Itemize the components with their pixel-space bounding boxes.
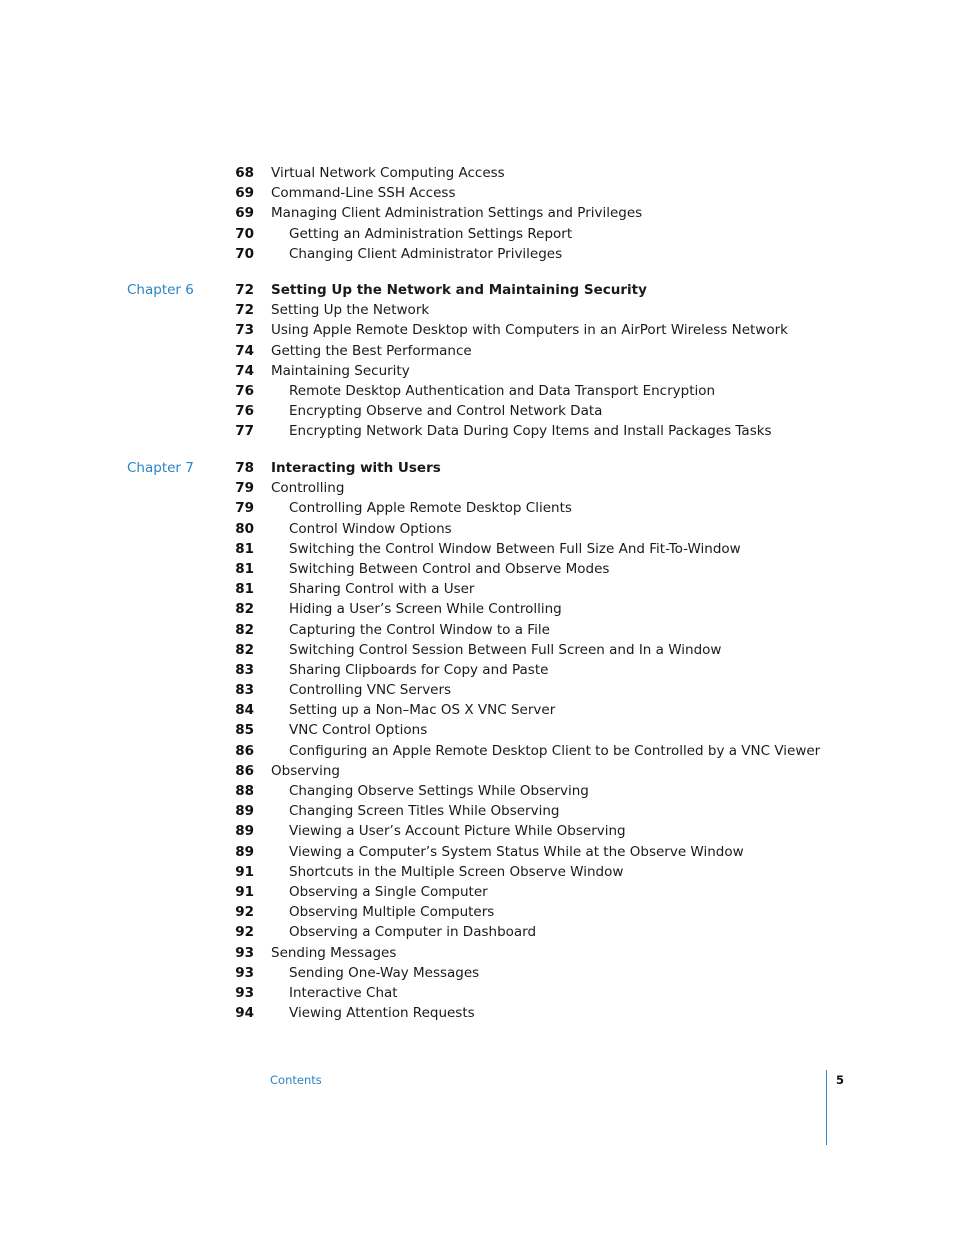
- toc-entry[interactable]: [0, 801, 954, 821]
- toc-entry[interactable]: [0, 882, 954, 902]
- toc-entry-title: Capturing the Control Window to a File: [289, 621, 550, 638]
- toc-entry[interactable]: [0, 640, 954, 660]
- toc-entry-title: Getting an Administration Settings Report: [289, 225, 573, 242]
- toc-page-number: 82: [235, 601, 254, 618]
- toc-page-number: 84: [235, 702, 254, 719]
- toc-page-number: 81: [235, 581, 254, 598]
- toc-entry-title: Controlling Apple Remote Desktop Clients: [289, 500, 572, 517]
- toc-page-number: 94: [235, 1005, 254, 1022]
- toc-section: [0, 458, 954, 1023]
- toc-entry-title: Sharing Control with a User: [289, 581, 475, 598]
- toc-page-number: 76: [235, 403, 254, 420]
- toc-entry[interactable]: [0, 660, 954, 680]
- toc-entry-title: Changing Client Administrator Privileges: [289, 245, 563, 262]
- chapter-label: Chapter 6: [127, 282, 194, 298]
- toc-page-number: 91: [235, 883, 254, 900]
- toc-page-number: 88: [235, 783, 254, 799]
- toc-entry-title: Sending One-Way Messages: [289, 964, 480, 981]
- toc-page-number: 89: [235, 843, 254, 860]
- toc-entry[interactable]: [0, 741, 954, 761]
- toc-entry[interactable]: [0, 163, 954, 183]
- toc-entry[interactable]: [0, 519, 954, 539]
- toc-page-number: 93: [235, 964, 254, 981]
- toc-entry[interactable]: [0, 478, 954, 498]
- toc-entry-title: Observing a Computer in Dashboard: [289, 924, 537, 941]
- toc-entry-title: Command-Line SSH Access: [271, 185, 456, 202]
- toc-page-number: 77: [235, 423, 254, 440]
- toc-page-number: 78: [235, 460, 254, 476]
- toc-entry-title: Sharing Clipboards for Copy and Paste: [289, 661, 549, 678]
- toc-entry-title: Changing Observe Settings While Observing: [289, 783, 589, 799]
- toc-page-number: 72: [235, 302, 254, 319]
- toc-entry-title: Setting Up the Network and Maintaining Security: [271, 282, 647, 298]
- toc-entry-title: Using Apple Remote Desktop with Computers in an AirPort Wireless Network: [271, 322, 788, 339]
- toc-entry-title: Interacting with Users: [271, 460, 441, 476]
- toc-page-number: 76: [235, 382, 254, 399]
- toc-entry[interactable]: [0, 401, 954, 421]
- toc-page-number: 89: [235, 823, 254, 840]
- toc-page-number: 83: [235, 682, 254, 699]
- toc-entry-title: Setting Up the Network: [271, 302, 430, 319]
- toc-page-number: 81: [235, 540, 254, 557]
- toc-page-number: 81: [235, 560, 254, 577]
- toc-entry[interactable]: [0, 421, 954, 441]
- toc-entry[interactable]: [0, 320, 954, 340]
- toc-entry[interactable]: [0, 963, 954, 983]
- page-number: 5: [836, 1073, 845, 1087]
- toc-entry[interactable]: [0, 300, 954, 320]
- toc-entry-title: Shortcuts in the Multiple Screen Observe Window: [289, 863, 624, 880]
- toc-entry-title: Viewing Attention Requests: [289, 1005, 475, 1022]
- toc-entry-title: Getting the Best Performance: [271, 342, 472, 359]
- toc-entry-title: Virtual Network Computing Access: [271, 165, 505, 181]
- toc-section: [0, 163, 954, 264]
- toc-entry[interactable]: [0, 498, 954, 518]
- toc-section: [0, 280, 954, 442]
- toc-page-number: 91: [235, 863, 254, 880]
- toc-entry[interactable]: [0, 902, 954, 922]
- toc-entry[interactable]: [0, 183, 954, 203]
- toc-page-number: 82: [235, 641, 254, 658]
- toc-page-number: 86: [235, 742, 254, 759]
- toc-entry-title: Switching the Control Window Between Full Size And Fit-To-Window: [289, 540, 741, 557]
- toc-entry[interactable]: [0, 922, 954, 942]
- toc-entry[interactable]: [0, 862, 954, 882]
- toc-entry[interactable]: [0, 821, 954, 841]
- toc-entry-title: Viewing a Computer’s System Status While at the Observe Window: [289, 843, 744, 860]
- toc-entry[interactable]: [0, 559, 954, 579]
- toc-page-number: 93: [235, 984, 254, 1001]
- chapter-label: Chapter 7: [127, 460, 194, 476]
- toc-entry-title: Sending Messages: [271, 944, 397, 961]
- toc-page-number: 68: [235, 165, 254, 181]
- toc-entry[interactable]: [0, 224, 954, 244]
- toc-entry-title: Controlling: [271, 480, 345, 497]
- toc-entry[interactable]: [0, 244, 954, 264]
- toc-page-number: 89: [235, 803, 254, 820]
- toc-entry-title: Control Window Options: [289, 520, 452, 537]
- toc-entry-title: Switching Control Session Between Full Screen and In a Window: [289, 641, 722, 658]
- toc-page-number: 72: [235, 282, 254, 298]
- toc-page-number: 80: [235, 520, 254, 537]
- toc-entry[interactable]: [0, 361, 954, 381]
- toc-page-number: 70: [235, 245, 254, 262]
- toc-entry[interactable]: [0, 381, 954, 401]
- toc-entry[interactable]: [0, 781, 954, 801]
- toc-page-number: 85: [235, 722, 254, 739]
- toc-chapter-heading[interactable]: [0, 458, 954, 478]
- toc-chapter-heading[interactable]: [0, 280, 954, 300]
- toc-entry-title: Observing a Single Computer: [289, 883, 488, 900]
- toc-page-number: 83: [235, 661, 254, 678]
- toc-page-number: 69: [235, 185, 254, 202]
- toc-entry-title: Changing Screen Titles While Observing: [289, 803, 560, 820]
- toc-page-number: 74: [235, 362, 254, 379]
- toc-page-number: 82: [235, 621, 254, 638]
- toc-entry[interactable]: [0, 943, 954, 963]
- toc-entry[interactable]: [0, 761, 954, 781]
- toc-entry-title: Setting up a Non–Mac OS X VNC Server: [289, 702, 556, 719]
- toc-entry[interactable]: [0, 539, 954, 559]
- toc-page-number: 79: [235, 480, 254, 497]
- toc-entry-title: Remote Desktop Authentication and Data Transport Encryption: [289, 382, 716, 399]
- toc-entry-title: Hiding a User’s Screen While Controlling: [289, 601, 562, 618]
- toc-page-number: 92: [235, 904, 254, 921]
- toc-entry[interactable]: [0, 842, 954, 862]
- toc-entry-title: Observing Multiple Computers: [289, 904, 495, 921]
- toc-page-number: 86: [235, 762, 254, 779]
- toc-entry-title: Configuring an Apple Remote Desktop Client to be Controlled by a VNC Viewer: [289, 742, 821, 759]
- toc-page-number: 74: [235, 342, 254, 359]
- toc-page-number: 93: [235, 944, 254, 961]
- toc-entry-title: Controlling VNC Servers: [289, 682, 452, 699]
- footer-divider: [826, 1070, 827, 1145]
- toc-entry[interactable]: [0, 720, 954, 740]
- toc-entry[interactable]: [0, 700, 954, 720]
- toc-entry-title: Encrypting Network Data During Copy Items and Install Packages Tasks: [289, 423, 772, 440]
- toc-entry[interactable]: [0, 579, 954, 599]
- toc-page-number: 73: [235, 322, 254, 339]
- toc-entry[interactable]: [0, 203, 954, 223]
- toc-page-number: 70: [235, 225, 254, 242]
- toc-entry[interactable]: [0, 599, 954, 619]
- toc-entry-title: Interactive Chat: [289, 984, 398, 1001]
- toc-entry-title: Encrypting Observe and Control Network Data: [289, 403, 603, 420]
- toc-entry[interactable]: [0, 983, 954, 1003]
- toc-page-number: 69: [235, 205, 254, 222]
- toc-page-number: 92: [235, 924, 254, 941]
- toc-entry-title: Managing Client Administration Settings and Privileges: [271, 205, 643, 222]
- footer-section-label: Contents: [270, 1073, 322, 1087]
- toc-entry[interactable]: [0, 620, 954, 640]
- toc-entry[interactable]: [0, 1003, 954, 1023]
- toc-entry[interactable]: [0, 341, 954, 361]
- toc-entry-title: Observing: [271, 762, 340, 779]
- toc-entry-title: Maintaining Security: [271, 362, 410, 379]
- toc-entry-title: Switching Between Control and Observe Modes: [289, 560, 610, 577]
- toc-entry[interactable]: [0, 680, 954, 700]
- toc-page-number: 79: [235, 500, 254, 517]
- toc-entry-title: VNC Control Options: [289, 722, 428, 739]
- toc-entry-title: Viewing a User’s Account Picture While Observing: [289, 823, 626, 840]
